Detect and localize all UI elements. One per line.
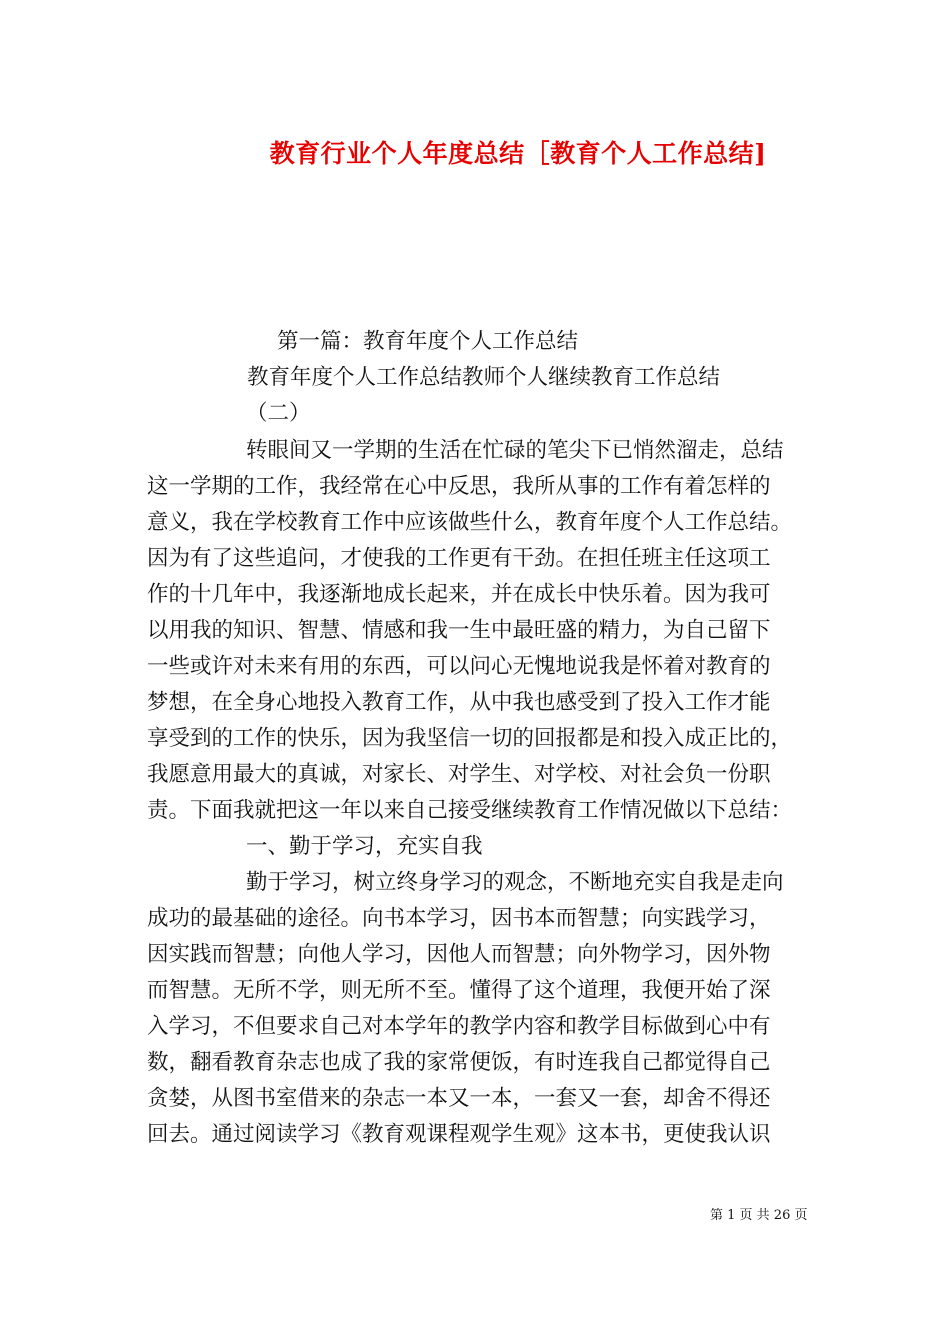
paragraph-line: 意义，我在学校教育工作中应该做些什么，教育年度个人工作总结。 [147, 510, 793, 535]
paragraph-line: 因实践而智慧；向他人学习，因他人而智慧；向外物学习，因外物 [147, 942, 771, 967]
paragraph-line: 这一学期的工作，我经常在心中反思，我所从事的工作有着怎样的 [147, 474, 771, 499]
paragraph-line: 作的十几年中，我逐渐地成长起来，并在成长中快乐着。因为我可 [147, 582, 771, 607]
paragraph-line: 贪婪，从图书室借来的杂志一本又一本，一套又一套，却舍不得还 [147, 1086, 771, 1111]
subheading: 一、勤于学习，充实自我 [246, 834, 483, 859]
paragraph-line: 回去。通过阅读学习《教育观课程观学生观》这本书，更使我认识 [147, 1122, 771, 1147]
paragraph-line: 入学习，不但要求自己对本学年的教学内容和教学目标做到心中有 [147, 1014, 771, 1039]
paragraph-line: 我愿意用最大的真诚，对家长、对学生、对学校、对社会负一份职 [147, 762, 771, 787]
paragraph-line: 勤于学习，树立终身学习的观念，不断地充实自我是走向 [246, 870, 784, 895]
paragraph-line: 成功的最基础的途径。向书本学习，因书本而智慧；向实践学习， [147, 906, 771, 931]
document-title: 教育行业个人年度总结［教育个人工作总结] [269, 139, 767, 168]
paragraph-line: 数，翻看教育杂志也成了我的家常便饭，有时连我自己都觉得自己 [147, 1050, 771, 1075]
paragraph-line: 享受到的工作的快乐，因为我坚信一切的回报都是和投入成正比的， [147, 726, 793, 751]
section-heading: 第一篇：教育年度个人工作总结 [277, 329, 579, 354]
paragraph-line: 责。下面我就把这一年以来自己接受继续教育工作情况做以下总结： [147, 798, 793, 823]
paragraph-line: 梦想，在全身心地投入教育工作，从中我也感受到了投入工作才能 [147, 690, 771, 715]
paragraph-line: 因为有了这些追问，才使我的工作更有干劲。在担任班主任这项工 [147, 546, 771, 571]
paragraph-line: 而智慧。无所不学，则无所不至。懂得了这个道理，我便开始了深 [147, 978, 771, 1003]
paragraph-line: 转眼间又一学期的生活在忙碌的笔尖下已悄然溜走，总结 [246, 438, 784, 463]
paragraph-line: 一些或许对未来有用的东西，可以问心无愧地说我是怀着对教育的 [147, 654, 771, 679]
subtitle: 教育年度个人工作总结教师个人继续教育工作总结 [247, 365, 721, 390]
paragraph-line: 以用我的知识、智慧、情感和我一生中最旺盛的精力，为自己留下 [147, 618, 771, 643]
subtitle-suffix: （二） [246, 401, 311, 426]
page-number: 第 1 页 共 26 页 [710, 1208, 808, 1223]
